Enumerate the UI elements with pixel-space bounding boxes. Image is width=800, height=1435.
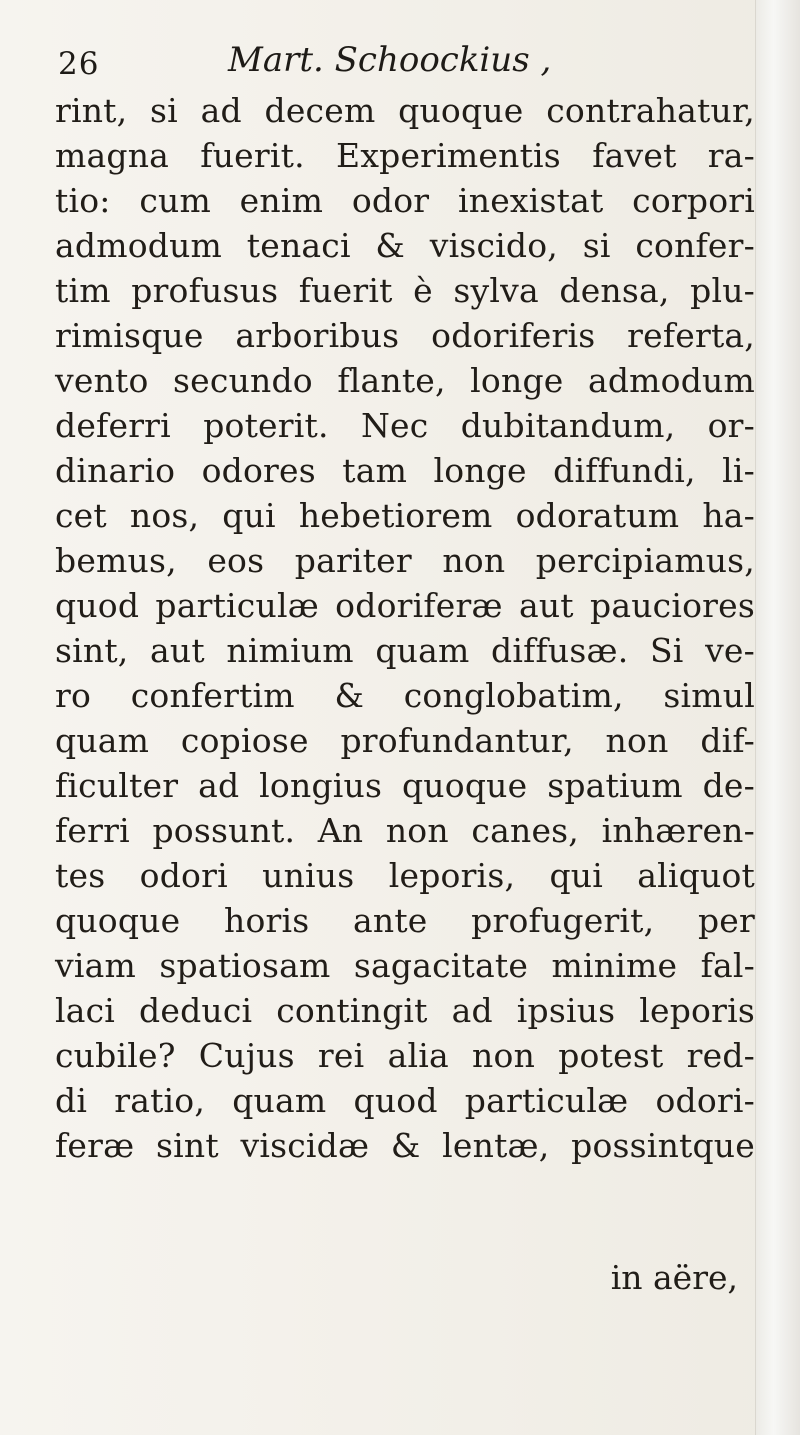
text-line: cubile? Cujus rei alia non potest red- <box>55 1036 755 1075</box>
text-line: sint, aut nimium quam diffusæ. Si ve- <box>55 631 755 670</box>
text-line: magna fuerit. Experimentis favet ra- <box>55 136 755 175</box>
text-line: tio: cum enim odor inexistat corpori <box>55 181 755 220</box>
text-line: quoque horis ante profugerit, per <box>55 901 755 940</box>
body-text <box>55 88 755 1168</box>
text-line: bemus, eos pariter non percipiamus, <box>55 541 755 580</box>
text-line: tes odori unius leporis, qui aliquot <box>55 856 755 895</box>
text-line: quod particulæ odoriferæ aut pauciores <box>55 586 755 625</box>
text-line: feræ sint viscidæ & lentæ, possintque <box>55 1126 755 1165</box>
page-number: 26 <box>58 46 100 82</box>
text-line: quam copiose profundantur, non dif- <box>55 721 755 760</box>
text-line: deferri poterit. Nec dubitandum, or- <box>55 406 755 445</box>
text-line: viam spatiosam sagacitate minime fal- <box>55 946 755 985</box>
text-line: dinario odores tam longe diffundi, li- <box>55 451 755 490</box>
text-line: vento secundo flante, longe admodum <box>55 361 755 400</box>
text-line: tim profusus fuerit è sylva densa, plu- <box>55 271 755 310</box>
text-line: ferri possunt. An non canes, inhæren- <box>55 811 755 850</box>
text-line: di ratio, quam quod particulæ odori- <box>55 1081 755 1120</box>
text-line: ro confertim & conglobatim, simul <box>55 676 755 715</box>
running-head: Mart. Schoockius , <box>228 40 552 80</box>
text-line: admodum tenaci & viscido, si confer- <box>55 226 755 265</box>
facing-page-edge <box>755 0 800 1435</box>
text-line: laci deduci contingit ad ipsius leporis <box>55 991 755 1030</box>
text-line: cet nos, qui hebetiorem odoratum ha- <box>55 496 755 535</box>
catchword: in aëre, <box>610 1258 738 1297</box>
text-line: ficulter ad longius quoque spatium de- <box>55 766 755 805</box>
text-line: rimisque arboribus odoriferis referta, <box>55 316 755 355</box>
text-line: rint, si ad decem quoque contrahatur, <box>55 91 755 130</box>
